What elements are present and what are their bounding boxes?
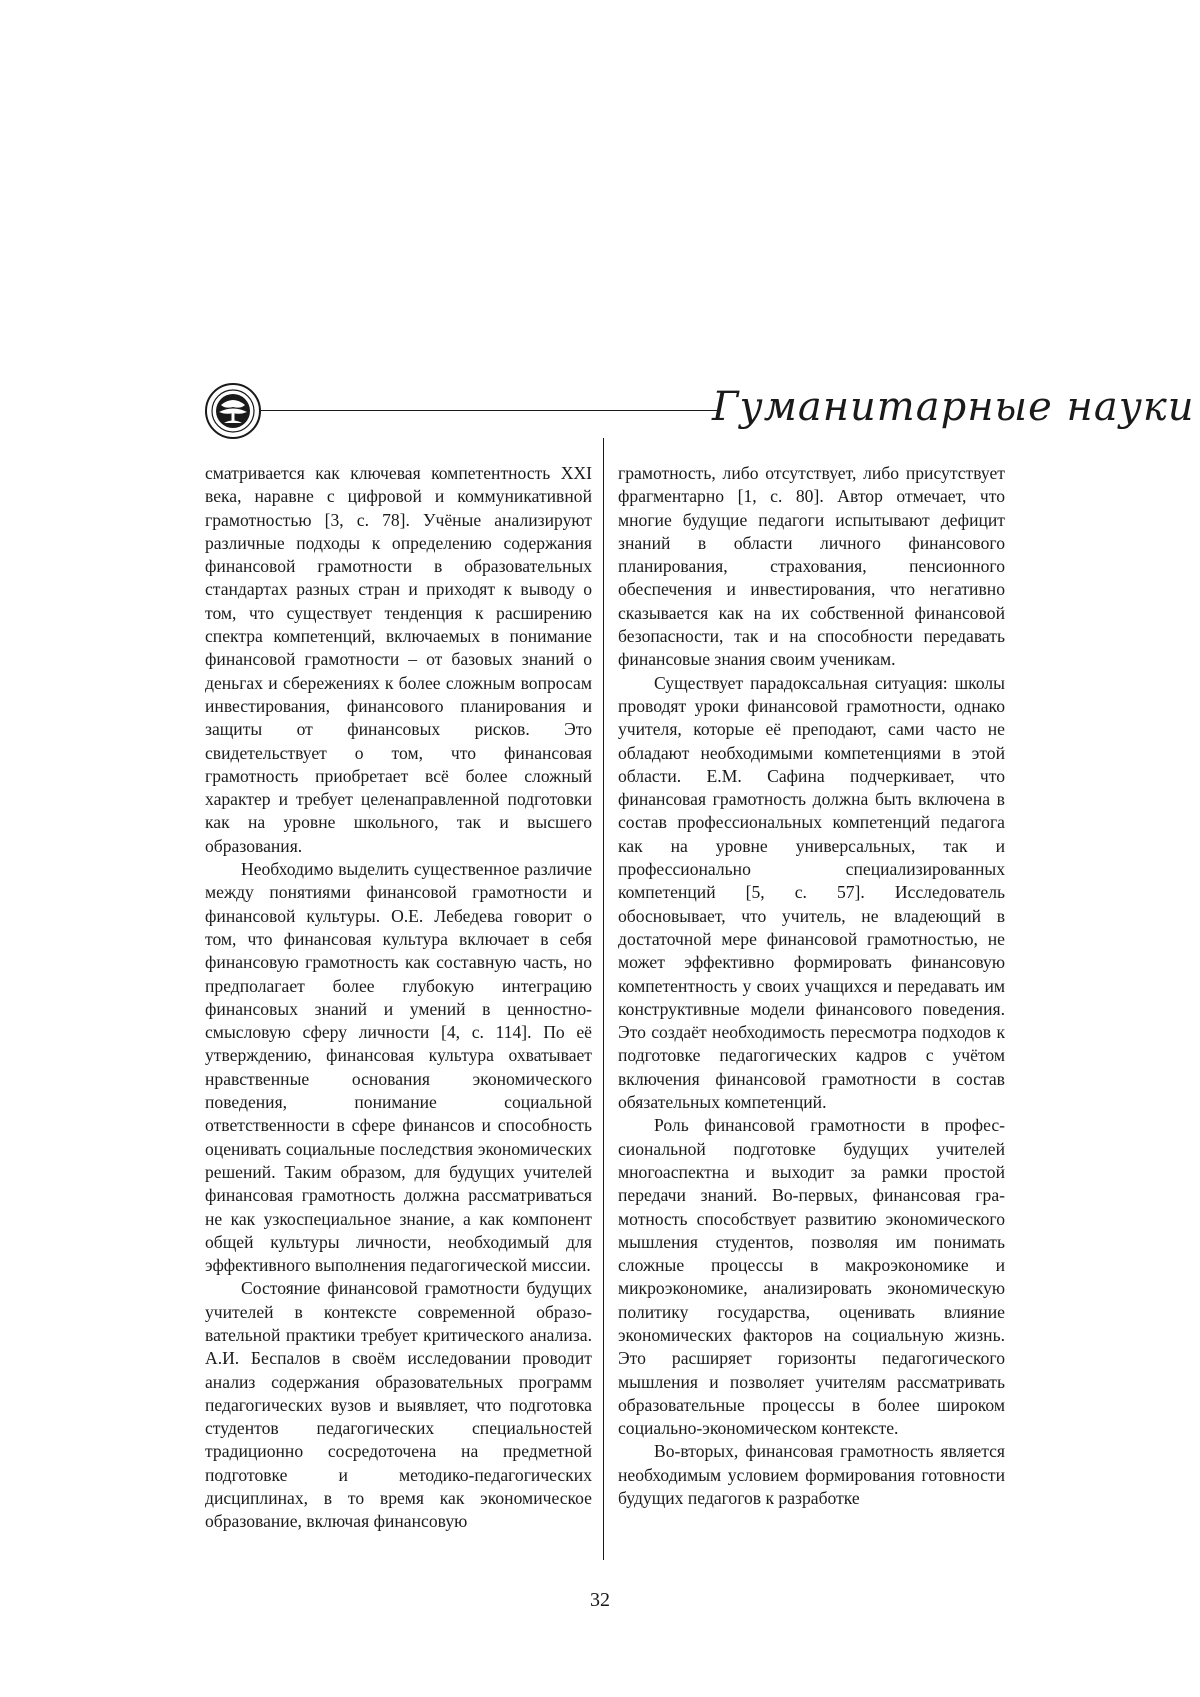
tree-emblem-icon (205, 383, 261, 439)
column-divider (603, 438, 604, 1560)
page-header (0, 0, 1200, 450)
paragraph: Состояние финансовой грамотности будущих учителей в контексте современной образовательной практики требует критического анализа. А.И. Беспалов в своём исследовании проводит анализ содержания образовательных программ педагогических вузов и выявляет, что подготовка студентов педагогических специальностей традиционно сосредоточена на предметной подготовке и методико-педагогических дисциплинах, в то время как экономическое образование, включая финансовую (205, 1278, 592, 1532)
paragraph: грамотность, либо отсутствует, либо присутствует фрагментарно [1, с. 80]. Автор отмечает, что многие будущие педагоги испытывают дефицит знаний в области личного финансового планирования, страхования, пенсионного обеспечения и инвестирования, что негативно сказывается как на их собственной финансовой безопасности, так и на способности передавать финансовые знания своим ученикам. (618, 463, 1005, 670)
left-column (205, 462, 592, 1534)
paragraph: Необходимо выделить существенное различие между понятиями финансовой грамотности и финансовой культуры. О.Е. Лебедева говорит о том, что финансовая культура включает в себя финансовую грамотность как составную часть, но предполагает более глубокую интеграцию финансовых знаний и умений в ценностно-смысловую сферу личности [4, с. 114]. По её утверждению, финансовая культура охватывает нравственные основания экономического поведения, понимание социальной ответственности в сфере финансов и способность оценивать социальные последствия экономических решений. Таким образом, для будущих учителей финансовая грамотность должна рассматриваться не как узкоспециальное знание, а как компонент общей культуры личности, необходимый для эффективного выполнения педагогической миссии. (205, 859, 592, 1276)
paragraph: Роль финансовой грамотности в профессиональной подготовке будущих учителей многоаспектна и выходит за рамки простой передачи знаний. Во-первых, финансовая грамотность способствует развитию экономического мышления студентов, позволяя им понимать сложные процессы в макроэкономике и микроэкономике, анализировать экономическую политику государства, оценивать влияние экономических факторов на социальную жизнь. Это расширяет горизонты педагогического мышления и позволяет учителям рассматривать образовательные процессы в более широком социально-экономическом контексте. (618, 1115, 1005, 1439)
paragraph: Во-вторых, финансовая грамотность является необходимым условием формирования готовности будущих педагогов к разработке (618, 1441, 1005, 1509)
right-column (618, 462, 1005, 1510)
paragraph: сматривается как ключевая компетентность XXI века, наравне с цифровой и коммуникативной грамотностью [3, с. 78]. Учёные анализируют различные подходы к определению содержания финансовой грамотности в образовательных стандартах разных стран и приходят к выводу о том, что существует тенденция к расширению спектра компетенций, включаемых в понимание финансовой грамотности – от базовых знаний о деньгах и сбережениях к более сложным вопросам инвестирования, финансового планирования и защиты от финансовых рисков. Это свидетельствует о том, что финансовая грамотность приобретает всё более сложный характер и требует целенаправленной подготовки как на уровне школьного, так и высшего образования. (205, 463, 592, 856)
section-title: Гуманитарные науки (712, 384, 1195, 430)
page-number: 32 (590, 1589, 610, 1611)
header-rule (261, 410, 717, 411)
paragraph: Существует парадоксальная ситуация: школы проводят уроки финансовой грамотности, однако учителя, которые её преподают, сами часто не обладают необходимыми компетенциями в этой области. Е.М. Сафина подчеркивает, что финансовая грамотность должна быть включена в состав профессиональных компетенций педагога как на уровне универсальных, так и профессионально специализированных компетенций [5, с. 57]. Исследователь обосновывает, что учитель, не владеющий в достаточной мере финансовой грамотностью, не может эффективно формировать финансовую компетентность у своих учащихся и передавать им конструктивные модели финансового поведения. Это создаёт необходимость пересмотра подходов к подготовке педагогических кадров с учётом включения финансовой грамотности в состав обязательных компетенций. (618, 672, 1005, 1113)
